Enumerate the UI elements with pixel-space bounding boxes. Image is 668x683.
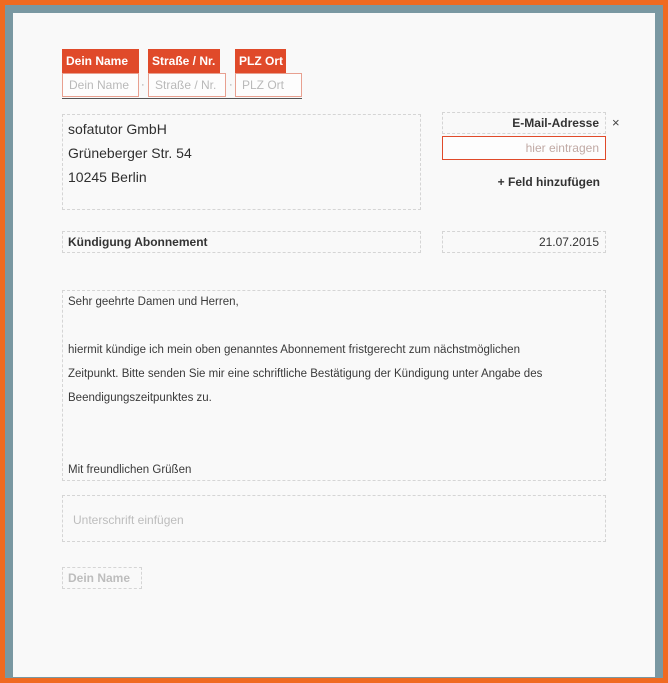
recipient-city: 10245 Berlin	[68, 169, 147, 185]
separator-dot: ·	[229, 79, 233, 91]
date-field[interactable]: 21.07.2015	[442, 231, 606, 253]
letter-paragraph-line: Beendigungszeitpunktes zu.	[68, 392, 212, 404]
letter-page	[13, 13, 655, 677]
letter-paragraph-line: hiermit kündige ich mein oben genanntes Abonnement fristgerecht zum nächstmöglichen	[68, 344, 520, 356]
sender-city-tag: PLZ Ort	[235, 49, 286, 73]
separator-dot: ·	[141, 79, 145, 91]
add-field-button[interactable]: + Feld hinzufügen	[497, 175, 600, 189]
recipient-street: Grüneberger Str. 54	[68, 145, 192, 161]
close-icon[interactable]: ×	[612, 115, 620, 130]
recipient-company: sofatutor GmbH	[68, 121, 167, 137]
sender-city-field[interactable]: PLZ Ort	[235, 73, 302, 97]
recipient-address-block[interactable]	[62, 114, 421, 210]
subject-field[interactable]: Kündigung Abonnement	[62, 231, 421, 253]
sender-street-field[interactable]: Straße / Nr.	[148, 73, 226, 97]
letter-paragraph-line: Zeitpunkt. Bitte senden Sie mir eine schriftliche Bestätigung der Kündigung unter Angabe des	[68, 368, 543, 380]
signature-field[interactable]: Unterschrift einfügen	[62, 495, 606, 542]
sender-name-field[interactable]: Dein Name	[62, 73, 139, 97]
email-label[interactable]: E-Mail-Adresse	[442, 112, 606, 134]
letter-closing: Mit freundlichen Grüßen	[68, 464, 192, 476]
signer-name-field[interactable]: Dein Name	[62, 567, 142, 589]
email-input[interactable]: hier eintragen	[442, 136, 606, 160]
letter-greeting: Sehr geehrte Damen und Herren,	[68, 296, 239, 308]
sender-name-tag: Dein Name	[62, 49, 139, 73]
sender-street-tag: Straße / Nr.	[148, 49, 220, 73]
letter-body[interactable]	[62, 290, 606, 481]
sender-underline	[62, 98, 302, 99]
